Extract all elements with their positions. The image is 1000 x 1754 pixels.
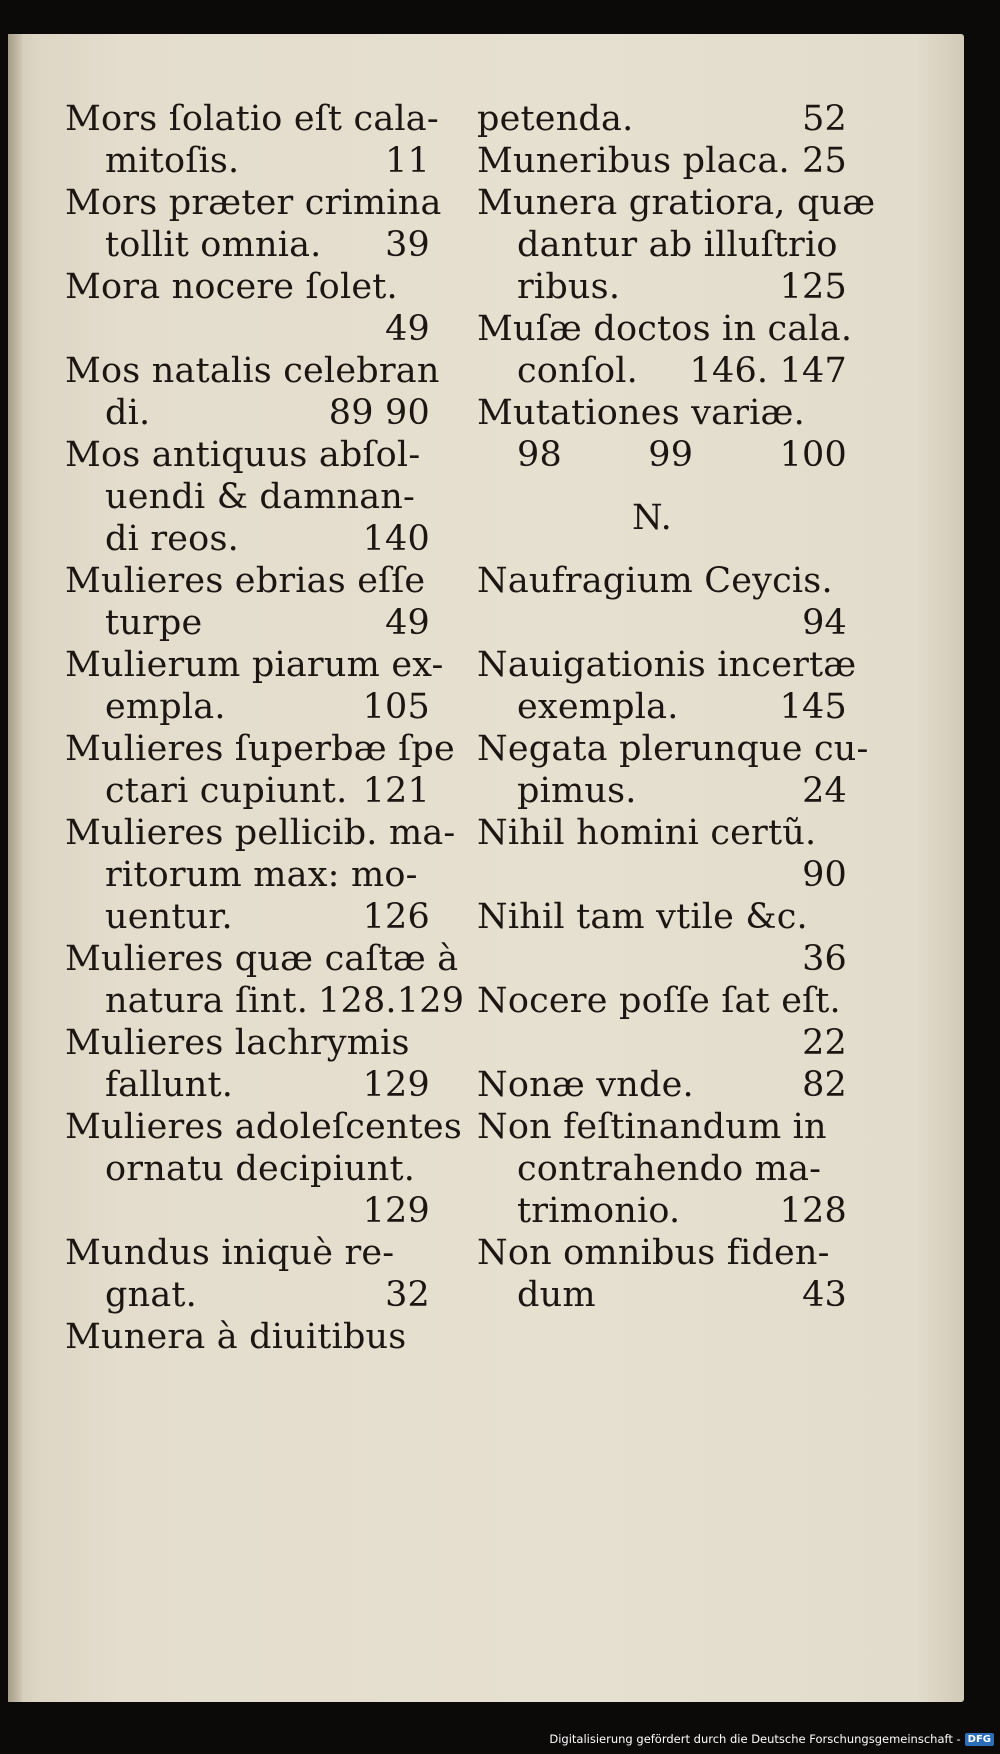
page-reference: 32 (385, 1275, 430, 1315)
entry-text: gnat. (105, 1275, 198, 1315)
page-reference: 129 (362, 1191, 430, 1231)
entry-text: dum (517, 1275, 596, 1315)
entry-line (477, 1148, 847, 1190)
index-entry (65, 1022, 430, 1106)
index-entry (477, 644, 857, 728)
entry-text: tollit omnia. (105, 225, 322, 265)
page-reference: 49 (385, 309, 430, 349)
index-entry (477, 1106, 847, 1232)
entry-text: ritorum max: mo- (105, 855, 418, 895)
digitization-footer (549, 1728, 994, 1750)
index-entry (65, 938, 465, 1022)
entry-line (65, 1022, 430, 1064)
index-entry (65, 182, 442, 266)
index-entry (65, 728, 455, 812)
page-reference: 126 (362, 897, 430, 937)
entry-line (65, 728, 455, 770)
entry-text: turpe (105, 603, 203, 643)
page-reference: 146. 147 (689, 351, 847, 391)
entry-text: trimonio. (517, 1191, 681, 1231)
entry-line (65, 896, 430, 938)
entry-line (65, 224, 430, 266)
entry-text: Nihil tam vtile &c. (477, 897, 808, 937)
page-spine-shadow (8, 34, 22, 1702)
entry-text: ribus. (517, 267, 621, 307)
entry-line (477, 938, 847, 980)
page-number: 99 (648, 435, 694, 475)
entry-line (477, 602, 847, 644)
entry-line (65, 686, 430, 728)
index-entry (477, 980, 847, 1064)
entry-text: Mulieres adoleſcentes (65, 1107, 463, 1147)
entry-line (477, 770, 847, 812)
book-page (8, 34, 964, 1702)
index-column-right (477, 98, 876, 1316)
entry-text: Nonæ vnde. (477, 1065, 694, 1105)
page-reference: 82 (802, 1065, 847, 1105)
index-entry (65, 266, 430, 350)
entry-line (477, 1232, 847, 1274)
entry-line (477, 350, 847, 392)
entry-text: dantur ab illuſtrio (517, 225, 838, 265)
mutationes-page-numbers (477, 434, 847, 476)
index-entry (477, 98, 847, 140)
index-entry (65, 1316, 430, 1358)
entry-line (65, 518, 430, 560)
index-entry (65, 350, 440, 434)
entry-line (477, 560, 847, 602)
entry-line (477, 266, 847, 308)
entry-text: di. (105, 393, 151, 433)
entry-text: conſol. (517, 351, 638, 391)
entry-text: natura ſint. (105, 981, 309, 1021)
entry-line (65, 854, 430, 896)
entry-line (477, 392, 847, 434)
entry-line (477, 98, 847, 140)
entry-text: uendi & damnan- (105, 477, 416, 517)
entry-text: Munera gratiora, quæ (477, 183, 876, 223)
entry-text: Negata plerunque cu- (477, 729, 869, 769)
section-heading-n: N. (632, 498, 672, 538)
entry-line (65, 308, 430, 350)
entry-line (65, 644, 444, 686)
entry-text: Non feſtinandum in (477, 1107, 827, 1147)
page-reference: 43 (802, 1275, 847, 1315)
entry-text: Muneribus placa. (477, 141, 790, 181)
page-reference: 22 (802, 1023, 847, 1063)
entry-text: Mulieres ebrias eſſe (65, 561, 426, 601)
entry-text: Mors præter crimina (65, 183, 442, 223)
index-entry (477, 560, 847, 644)
page-reference: 49 (385, 603, 430, 643)
page-number: 98 (517, 435, 562, 475)
entry-text: Munera à diuitibus (65, 1317, 407, 1357)
index-entry (65, 434, 430, 560)
entry-line (65, 560, 430, 602)
entry-line (477, 686, 847, 728)
entry-text: mitoſis. (105, 141, 240, 181)
entry-line (65, 938, 459, 980)
page-reference: 11 (385, 141, 430, 181)
entry-line (477, 1064, 847, 1106)
entry-line (477, 1274, 847, 1316)
dfg-logo-icon: DFG (965, 1733, 994, 1746)
entry-text: Mulieres lachrymis (65, 1023, 410, 1063)
entry-line (477, 896, 847, 938)
entry-line (477, 980, 847, 1022)
entry-line (65, 392, 430, 434)
index-column-left (65, 98, 465, 1358)
page-reference: 121 (362, 771, 430, 811)
entry-line (65, 350, 440, 392)
entry-line (65, 1064, 430, 1106)
entry-line (65, 602, 430, 644)
index-entry (477, 812, 847, 896)
entry-text: Mundus iniquè re- (65, 1233, 395, 1273)
page-reference: 39 (385, 225, 430, 265)
entry-line (65, 182, 442, 224)
entry-text: Mulieres pellicib. ma- (65, 813, 456, 853)
entry-text: Mors ſolatio eſt cala- (65, 99, 439, 139)
page-reference: 105 (362, 687, 430, 727)
page-reference: 94 (802, 603, 847, 643)
entry-line (65, 476, 430, 518)
page-reference: 140 (362, 519, 430, 559)
page-reference: 36 (802, 939, 847, 979)
page-reference: 25 (802, 141, 847, 181)
index-entry (477, 182, 876, 308)
page-reference: 24 (802, 771, 847, 811)
entry-line (477, 308, 853, 350)
entry-text: Mulieres ſuperbæ ſpe (65, 729, 455, 769)
index-entry (477, 1232, 847, 1316)
page-reference: 125 (779, 267, 847, 307)
index-entry (65, 98, 439, 182)
entry-text: Muſæ doctos in cala. (477, 309, 853, 349)
entry-line (65, 1274, 430, 1316)
index-entry (65, 1106, 463, 1232)
index-column-right-n-entries (477, 560, 869, 1316)
entry-line (477, 182, 876, 224)
entry-text: empla. (105, 687, 226, 727)
entry-text: exempla. (517, 687, 679, 727)
entry-line (65, 140, 430, 182)
entry-line (65, 980, 465, 1022)
entry-line (477, 1190, 847, 1232)
index-entry (65, 1232, 430, 1316)
entry-line (65, 1148, 430, 1190)
entry-text: fallunt. (105, 1065, 234, 1105)
entry-line (65, 98, 439, 140)
entry-line (477, 1022, 847, 1064)
entry-text: Non omnibus fiden- (477, 1233, 830, 1273)
entry-text: pimus. (517, 771, 637, 811)
entry-line (65, 434, 430, 476)
entry-text: Nihil homini certũ. (477, 813, 817, 853)
entry-text: Mutationes variæ. (477, 393, 805, 433)
entry-line (477, 140, 847, 182)
entry-text: Nocere poſſe ſat eſt. (477, 981, 841, 1021)
entry-text: di reos. (105, 519, 239, 559)
entry-text: Mora nocere ſolet. (65, 267, 398, 307)
entry-text: ornatu decipiunt. (105, 1149, 416, 1189)
entry-line (477, 812, 847, 854)
entry-line (65, 1316, 430, 1358)
index-entry (477, 728, 869, 812)
entry-text: Mos antiquus abſol- (65, 435, 421, 475)
index-entry (65, 812, 456, 938)
entry-line (477, 224, 847, 266)
index-entry (477, 1064, 847, 1106)
entry-line (477, 728, 869, 770)
index-entry (477, 896, 847, 980)
index-entry (477, 308, 853, 392)
entry-text: Mulieres quæ caſtæ à (65, 939, 459, 979)
entry-line (65, 1232, 430, 1274)
entry-line (65, 812, 456, 854)
index-entry (477, 140, 847, 182)
entry-text: Mulierum piarum ex- (65, 645, 444, 685)
entry-text: contrahendo ma- (517, 1149, 822, 1189)
entry-text: petenda. (477, 99, 634, 139)
index-entry (65, 644, 444, 728)
page-reference: 128.129 (318, 981, 465, 1021)
entry-line (65, 1190, 430, 1232)
page-reference: 52 (802, 99, 847, 139)
page-number: 100 (779, 435, 847, 475)
entry-text: Naufragium Ceycis. (477, 561, 833, 601)
entry-line (477, 644, 857, 686)
entry-line (477, 854, 847, 896)
entry-line (477, 1106, 847, 1148)
page-reference: 145 (779, 687, 847, 727)
entry-line (65, 770, 430, 812)
page-reference: 128 (779, 1191, 847, 1231)
page-reference: 129 (362, 1065, 430, 1105)
entry-text: uentur. (105, 897, 233, 937)
entry-line (65, 1106, 463, 1148)
entry-line (65, 266, 430, 308)
index-entry (65, 560, 430, 644)
footer-text: Digitalisierung gefördert durch die Deutsche Forschungsgemeinschaft - (549, 1732, 961, 1746)
entry-text: Nauigationis incertæ (477, 645, 857, 685)
page-reference: 89 90 (328, 393, 430, 433)
index-column-right-m-entries (477, 98, 876, 434)
page-reference: 90 (802, 855, 847, 895)
entry-text: ctari cupiunt. (105, 771, 348, 811)
index-entry (477, 392, 847, 434)
entry-text: Mos natalis celebran (65, 351, 440, 391)
